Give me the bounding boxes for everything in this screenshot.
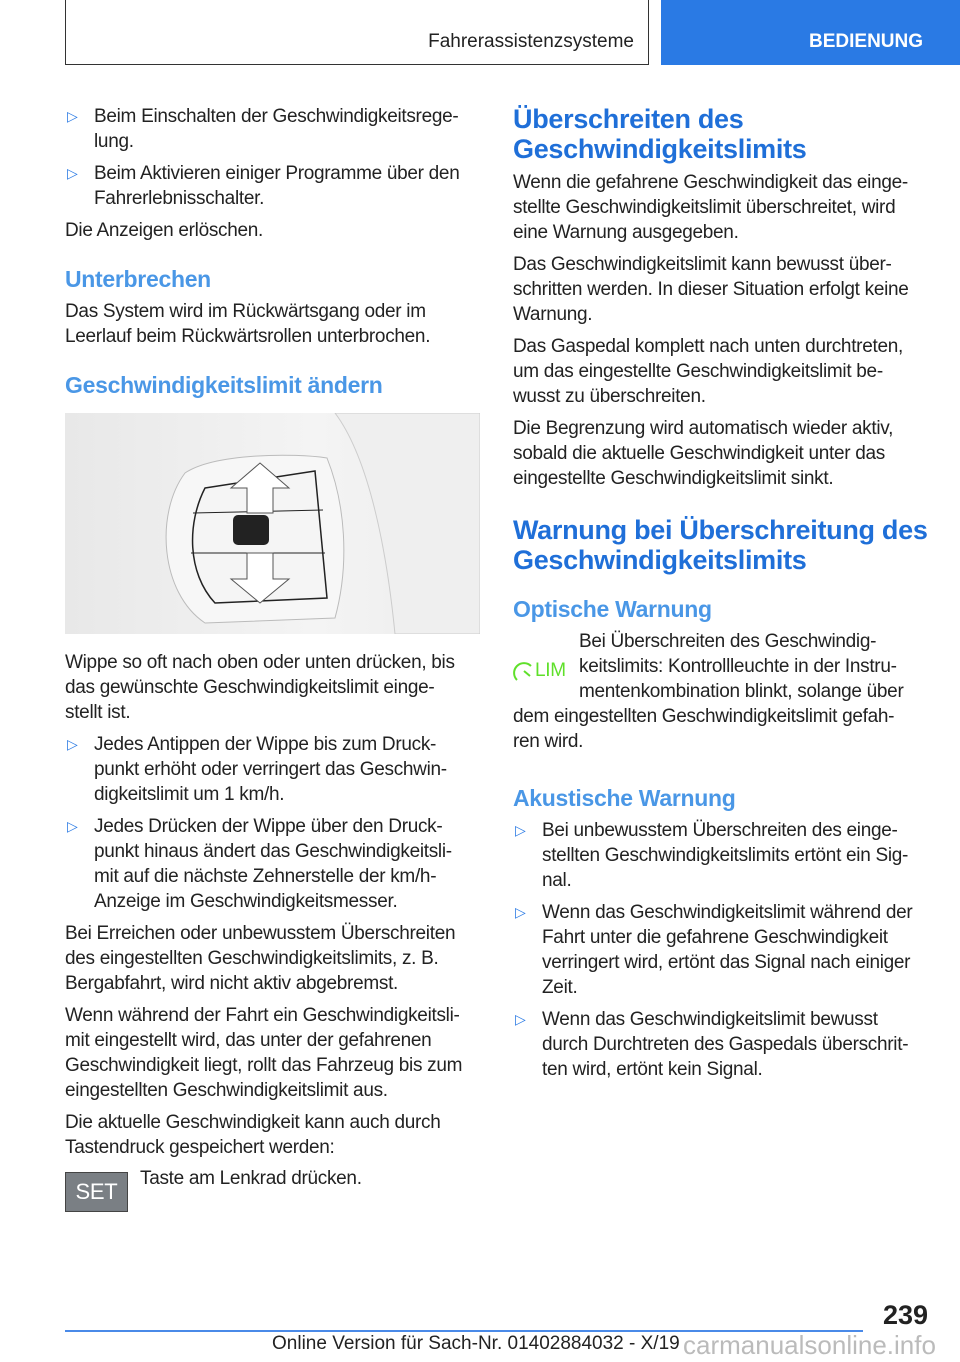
- triangle-bullet-icon: ▷: [67, 165, 78, 181]
- triangle-bullet-icon: ▷: [67, 108, 78, 124]
- list-item: [513, 1007, 933, 1082]
- paragraph: Wenn die gefahrene Geschwindigkeit das einge- stellte Geschwindigkeitslimit überschreitet, wird eine Warnung ausgegeben.: [513, 172, 908, 243]
- paragraph: Bei Erreichen oder unbewusstem Überschreiten des eingestellten Geschwindigkeitslimits, z. B. Bergabfahrt, wird nicht aktiv abgebremst.: [65, 923, 456, 994]
- heading-akustische-warnung: Akustische Warnung: [513, 785, 736, 811]
- paragraph: Das Gaspedal komplett nach unten durchtreten, um das eingestellte Geschwindigkeitslimit be- wusst zu überschreiten.: [513, 336, 903, 407]
- list-item: [513, 900, 933, 1000]
- list-item: [513, 818, 933, 893]
- heading-warnung: Warnung bei Überschreitung des Geschwindigkeitslimits: [513, 515, 928, 575]
- list-text: Beim Einschalten der Geschwindigkeitsrege- lung.: [94, 106, 459, 152]
- paragraph: Wenn während der Fahrt ein Geschwindigkeitsli- mit eingestellt wird, das unter der gefahrenen Geschwindigkeit liegt, rollt das Fahrzeug bis zum eingestellten Geschwindigkeitslimit aus.: [65, 1005, 463, 1101]
- paragraph: Wippe so oft nach oben oder unten drücken, bis das gewünschte Geschwindigkeitslimit einge- stellt ist.: [65, 652, 455, 723]
- list-item: [65, 732, 480, 807]
- triangle-bullet-icon: ▷: [515, 822, 526, 838]
- list-text: Wenn das Geschwindigkeitslimit bewusst durch Durchtreten des Gaspedals überschrit- ten wird, ertönt kein Signal.: [542, 1009, 909, 1080]
- steering-wheel-rocker-image: [65, 413, 480, 634]
- list-text: Jedes Drücken der Wippe über den Druck- punkt hinaus ändert das Geschwindigkeitsli- mit auf die nächste Zehnerstelle der km/h- Anzeige im Geschwindigkeitsmesser.: [94, 816, 452, 912]
- header-frame: [65, 0, 649, 65]
- list-text: Beim Aktivieren einiger Programme über den Fahrerlebnisschalter.: [94, 163, 460, 209]
- list-text: Jedes Antippen der Wippe bis zum Druck- punkt erhöht oder verringert das Geschwin- digkeitslimit um 1 km/h.: [94, 734, 447, 805]
- right-column: [513, 104, 933, 1089]
- set-instruction: [65, 1168, 480, 1212]
- list-item: [65, 814, 480, 914]
- watermark: carmanualsonline.info: [683, 1330, 936, 1360]
- list-item: [65, 104, 480, 154]
- heading-optische-warnung: Optische Warnung: [513, 596, 712, 622]
- triangle-bullet-icon: ▷: [515, 1011, 526, 1027]
- paragraph: Das Geschwindigkeitslimit kann bewusst über- schritten werden. In dieser Situation erfolgt keine Warnung.: [513, 254, 909, 325]
- heading-unterbrechen: Unterbrechen: [65, 266, 211, 292]
- lim-label: LIM: [535, 660, 566, 681]
- set-text: Taste am Lenkrad drücken.: [140, 1168, 362, 1189]
- triangle-bullet-icon: ▷: [67, 736, 78, 752]
- paragraph: Die Begrenzung wird automatisch wieder aktiv, sobald die aktuelle Geschwindigkeit unter das eingestellte Geschwindigkeitslimit sinkt.: [513, 418, 894, 489]
- list-text: Wenn das Geschwindigkeitslimit während der Fahrt unter die gefahrene Geschwindigkeit verringert wird, ertönt das Signal nach einiger Zeit.: [542, 902, 913, 998]
- triangle-bullet-icon: ▷: [515, 904, 526, 920]
- paragraph: Die aktuelle Geschwindigkeit kann auch durch Tastendruck gespeichert werden:: [65, 1112, 441, 1158]
- set-button-icon: SET: [65, 1172, 128, 1212]
- left-column: [65, 104, 480, 1212]
- list-item: [65, 161, 480, 211]
- paragraph: Bei Überschreiten des Geschwindig- keitslimits: Kontrollleuchte in der Instru- mentenkombination blinkt, solange über: [579, 631, 904, 702]
- triangle-bullet-icon: ▷: [67, 818, 78, 834]
- heading-limit-aendern: Geschwindigkeitslimit ändern: [65, 372, 383, 398]
- lim-speedometer-icon: [513, 629, 569, 704]
- chapter-tab[interactable]: BEDIENUNG: [661, 0, 960, 65]
- paragraph: Das System wird im Rückwärtsgang oder im Leerlauf beim Rückwärtsrollen unterbrochen.: [65, 301, 431, 347]
- paragraph: Die Anzeigen erlöschen.: [65, 220, 264, 241]
- section-title: Fahrerassistenzsysteme: [428, 31, 634, 52]
- lim-indicator-block: [513, 629, 933, 704]
- paragraph: dem eingestellten Geschwindigkeitslimit gefah- ren wird.: [513, 706, 895, 752]
- page-number: 239: [882, 1300, 928, 1330]
- heading-ueberschreiten: Überschreiten des Geschwindigkeitslimits: [513, 104, 807, 164]
- list-text: Bei unbewusstem Überschreiten des einge- stellten Geschwindigkeitslimits ertönt ein Sig- nal.: [542, 820, 909, 891]
- footer-text: Online Version für Sach-Nr. 01402884032 - X/19: [272, 1333, 680, 1354]
